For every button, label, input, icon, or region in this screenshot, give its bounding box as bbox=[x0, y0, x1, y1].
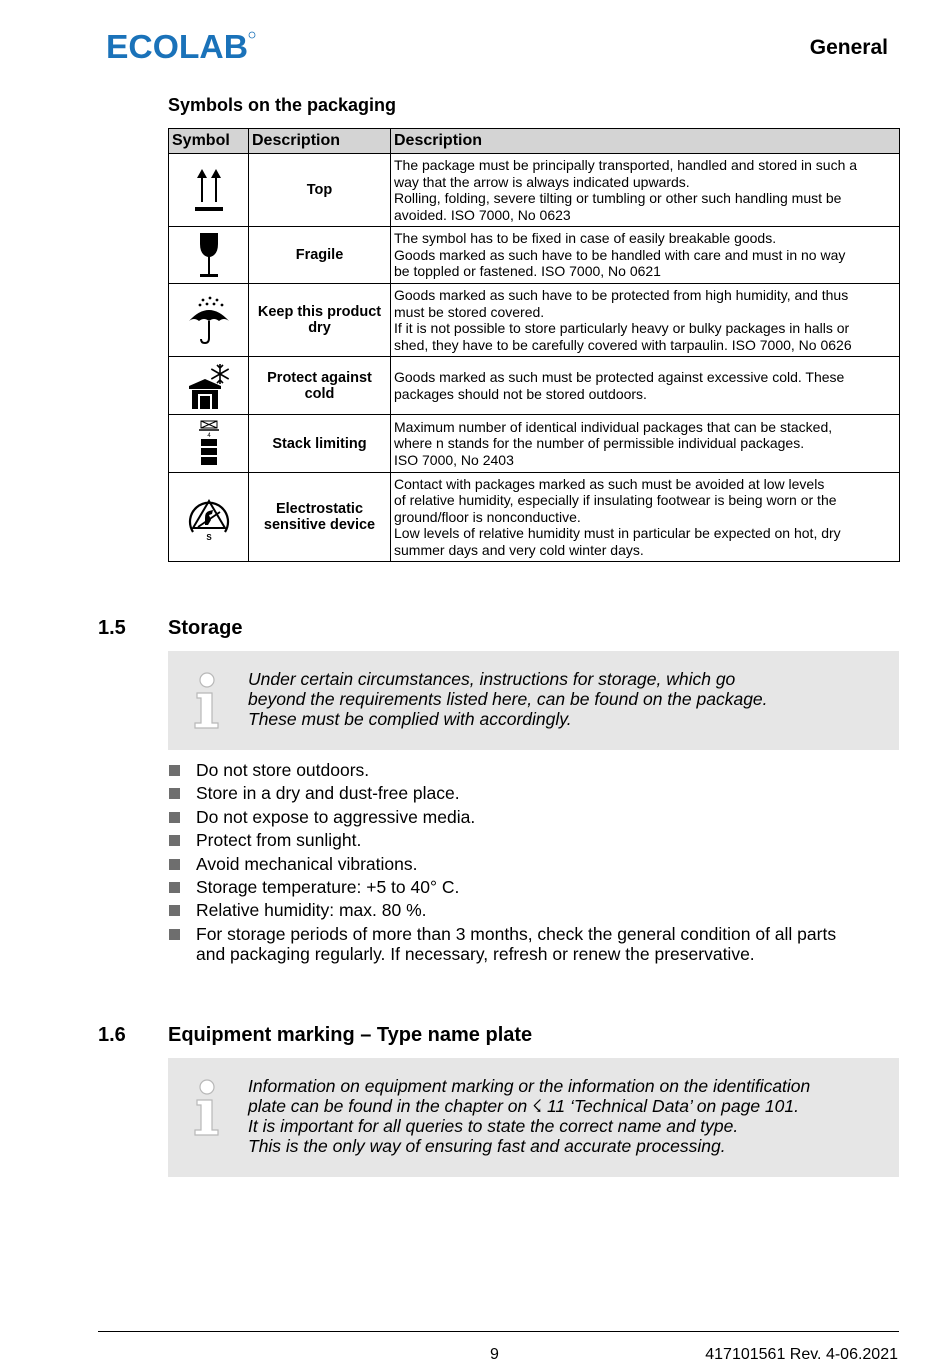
description-line: Goods marked as such have to be handled with care and must in no way bbox=[394, 246, 846, 263]
symbol-cell bbox=[169, 227, 249, 284]
info-text bbox=[248, 669, 768, 729]
list-item-text: Relative humidity: max. 80 %. bbox=[196, 900, 427, 921]
list-item-text: Do not store outdoors. bbox=[196, 760, 370, 780]
description-line: If it is not possible to store particularly heavy or bulky packages in halls or bbox=[394, 320, 850, 336]
bullet-square-icon bbox=[169, 859, 180, 870]
info-icon bbox=[190, 671, 224, 729]
symbol-name: Electrostatic sensitive device bbox=[249, 473, 391, 562]
info-line: These must be complied with accordingly. bbox=[248, 709, 572, 729]
description-line: Goods marked as such have to be protected from high humidity, and thus bbox=[394, 287, 849, 303]
symbol-description bbox=[391, 154, 900, 227]
storage-info-box bbox=[168, 651, 899, 750]
footer-divider bbox=[98, 1331, 899, 1332]
description-line: ISO 7000, No 2403 bbox=[394, 451, 514, 468]
table-row bbox=[169, 284, 900, 357]
symbol-description bbox=[391, 284, 900, 357]
chapter-title: Storage bbox=[168, 617, 243, 639]
list-item bbox=[168, 854, 888, 874]
protect-cold-icon bbox=[184, 361, 234, 411]
esd-sensitive-icon bbox=[184, 492, 234, 542]
description-line: avoided. ISO 7000, No 0623 bbox=[394, 206, 571, 223]
chapter-heading-storage bbox=[98, 617, 242, 640]
list-item-text: Storage temperature: +5 to 40° C. bbox=[196, 876, 460, 897]
symbol-name: Fragile bbox=[249, 227, 391, 284]
description-line: shed, they have to be carefully covered with tarpaulin. ISO 7000, No 0626 bbox=[394, 336, 852, 353]
document-reference: 417101561 Rev. 4-06.2021 bbox=[705, 1346, 898, 1362]
list-item-text: Store in a dry and dust-free place. bbox=[196, 783, 460, 804]
bullet-square-icon bbox=[169, 765, 180, 776]
table-row bbox=[169, 154, 900, 227]
table-row bbox=[169, 415, 900, 473]
symbol-cell bbox=[169, 154, 249, 227]
list-item bbox=[168, 760, 888, 780]
symbol-description bbox=[391, 473, 900, 562]
column-header-description: Description bbox=[249, 129, 391, 154]
list-item-text: For storage periods of more than 3 months, check the general condition of all parts bbox=[196, 923, 837, 944]
description-line: packages should not be stored outdoors. bbox=[394, 385, 647, 402]
bullet-square-icon bbox=[169, 882, 180, 893]
list-item-text: and packaging regularly. If necessary, refresh or renew the preservative. bbox=[196, 943, 755, 964]
list-item-text: Avoid mechanical vibrations. bbox=[196, 853, 418, 874]
list-item bbox=[168, 900, 888, 920]
bullet-square-icon bbox=[169, 905, 180, 916]
description-line: Low levels of relative humidity must in particular be expected on hot, dry bbox=[394, 525, 841, 542]
fragile-glass-icon bbox=[194, 230, 224, 280]
table-row bbox=[169, 227, 900, 284]
description-line: ground/floor is nonconductive. bbox=[394, 508, 581, 525]
symbols-heading: Symbols on the packaging bbox=[168, 95, 397, 115]
chapter-title: Equipment marking – Type name plate bbox=[168, 1024, 533, 1046]
column-header-description-2: Description bbox=[391, 129, 900, 154]
description-line: The package must be principally transported, handled and stored in such a bbox=[394, 157, 858, 173]
table-row bbox=[169, 357, 900, 415]
this-way-up-icon bbox=[192, 164, 226, 216]
description-line: of relative humidity, especially if insulating footwear is being worn or the bbox=[394, 492, 837, 509]
logo-text: ECOLAB bbox=[106, 30, 248, 62]
bullet-square-icon bbox=[169, 788, 180, 799]
storage-bullet-list bbox=[168, 760, 888, 967]
description-line: must be stored covered. bbox=[394, 303, 545, 320]
description-line: Goods marked as such must be protected against excessive cold. These bbox=[394, 369, 845, 385]
bullet-square-icon bbox=[169, 929, 180, 940]
chapter-number: 1.6 bbox=[98, 1024, 126, 1046]
symbol-name: Top bbox=[249, 154, 391, 227]
symbol-description bbox=[391, 227, 900, 284]
svg-text:S: S bbox=[205, 533, 212, 542]
list-item bbox=[168, 807, 888, 827]
stack-limit-icon bbox=[196, 419, 222, 469]
symbol-name: Stack limiting bbox=[249, 415, 391, 473]
list-item bbox=[168, 877, 888, 897]
symbol-name: Protect against cold bbox=[249, 357, 391, 415]
symbol-cell bbox=[169, 415, 249, 473]
bullet-square-icon bbox=[169, 812, 180, 823]
list-item bbox=[168, 830, 888, 850]
umbrella-rain-icon bbox=[186, 294, 232, 346]
info-icon bbox=[190, 1078, 224, 1136]
marking-info-box bbox=[168, 1058, 899, 1177]
page-number: 9 bbox=[490, 1346, 499, 1362]
description-line: be toppled or fastened. ISO 7000, No 0621 bbox=[394, 263, 661, 280]
description-line: where n stands for the number of permissible individual packages. bbox=[394, 435, 805, 452]
info-line: It is important for all queries to state the correct name and type. bbox=[248, 1116, 739, 1136]
description-line: Rolling, folding, severe tilting or tumbling or other such handling must be bbox=[394, 190, 842, 206]
svg-text:4: 4 bbox=[206, 432, 211, 439]
symbol-cell bbox=[169, 357, 249, 415]
description-line: Contact with packages marked as such must be avoided at low levels bbox=[394, 475, 825, 492]
symbol-name: Keep this product dry bbox=[249, 284, 391, 357]
table-header-row bbox=[169, 129, 900, 154]
description-line: Maximum number of identical individual packages that can be stacked, bbox=[394, 418, 833, 435]
list-item bbox=[168, 924, 888, 964]
symbols-table bbox=[168, 128, 900, 562]
chapter-number: 1.5 bbox=[98, 617, 126, 639]
list-item-text: Do not expose to aggressive media. bbox=[196, 806, 476, 827]
list-item-text: Protect from sunlight. bbox=[196, 830, 362, 851]
bullet-square-icon bbox=[169, 835, 180, 846]
ecolab-logo bbox=[106, 30, 256, 62]
symbol-description bbox=[391, 415, 900, 473]
description-line: way that the arrow is always indicated upwards. bbox=[394, 173, 690, 190]
info-line: This is the only way of ensuring fast and accurate processing. bbox=[248, 1136, 726, 1156]
list-item bbox=[168, 783, 888, 803]
column-header-symbol: Symbol bbox=[169, 129, 249, 154]
info-line: Information on equipment marking or the information on the identification bbox=[248, 1076, 811, 1096]
description-line: summer days and very cold winter days. bbox=[394, 541, 644, 558]
info-line: Under certain circumstances, instructions for storage, which go bbox=[248, 669, 736, 689]
info-line-link[interactable]: plate can be found in the chapter on ☇ 11 ‘Technical Data’ on page 101. bbox=[248, 1096, 799, 1116]
table-row bbox=[169, 473, 900, 562]
info-line: beyond the requirements listed here, can be found on the package. bbox=[248, 689, 768, 709]
symbol-cell bbox=[169, 284, 249, 357]
symbol-cell bbox=[169, 473, 249, 562]
chapter-heading-marking bbox=[98, 1024, 532, 1047]
info-text bbox=[248, 1076, 810, 1156]
description-line: The symbol has to be fixed in case of easily breakable goods. bbox=[394, 230, 777, 247]
page-header-title: General bbox=[809, 36, 888, 59]
symbol-description bbox=[391, 357, 900, 415]
